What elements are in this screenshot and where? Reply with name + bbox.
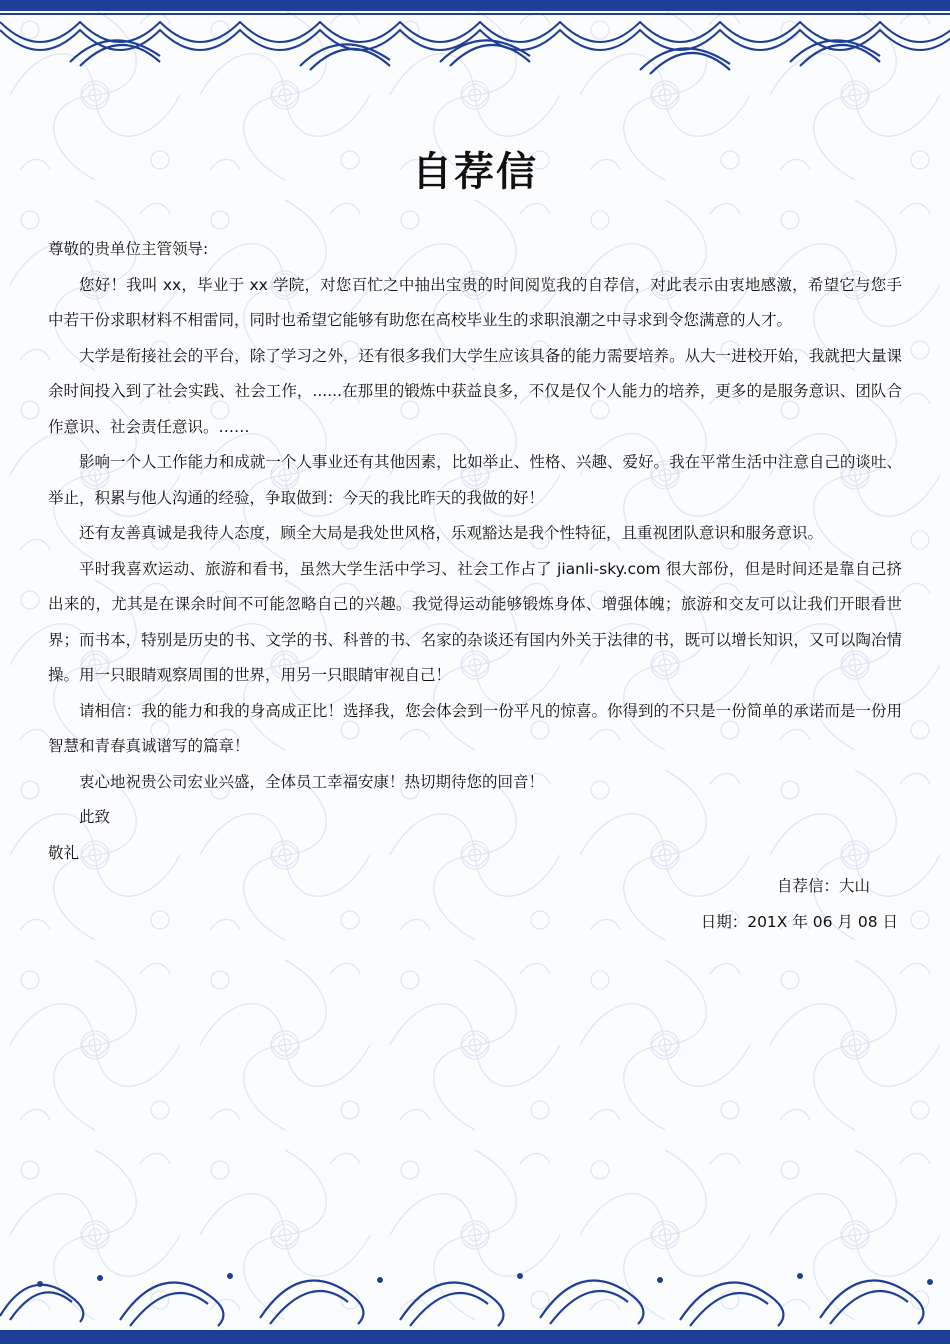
paragraph-character: 还有友善真诚是我待人态度，顾全大局是我处世风格，乐观豁达是我个性特征，且重视团队意识和服务意识。 bbox=[79, 524, 824, 542]
letter-body bbox=[48, 232, 902, 871]
closing: 此致 bbox=[79, 808, 111, 826]
signature-block bbox=[701, 869, 898, 940]
regards: 敬礼 bbox=[48, 843, 80, 862]
paragraph-abilities: 影响一个人工作能力和成就一个人事业还有其他因素，比如举止、性格、兴趣、爱好。我在平常生活中注意自己的谈吐、举止，积累与他人沟通的经验，争取做到：今天的我比昨天的我做的好！ bbox=[48, 453, 902, 507]
signature-date: 日期：201X 年 06 月 08 日 bbox=[700, 912, 898, 931]
bottom-wave-border bbox=[0, 1256, 950, 1344]
paragraph-greeting: 您好！我叫 xx，毕业于 xx 学院，对您百忙之中抽出宝贵的时间阅览我的自荐信，对此表示由衷地感激，希望它与您手中若干份求职材料不相雷同，同时也希望它能够有助您在高校毕业生的求职浪潮之中寻求到令您满意的人才。 bbox=[48, 275, 902, 329]
signature-name: 自荐信：大山 bbox=[776, 877, 870, 895]
top-wave-border bbox=[0, 0, 950, 80]
paragraph-university: 大学是衔接社会的平台，除了学习之外，还有很多我们大学生应该具备的能力需要培养。从大一进校开始，我就把大量课余时间投入到了社会实践、社会工作，......在那里的锻炼中获益良多，不仅是仅个人能力的培养，更多的是服务意识、团队合作意识、社会责任意识。…… bbox=[48, 346, 902, 436]
paragraph-believe: 请相信：我的能力和我的身高成正比！选择我，您会体会到一份平凡的惊喜。你得到的不只是一份简单的承诺而是一份用智慧和青春真诚谱写的篇章！ bbox=[48, 701, 902, 755]
page-title: 自荐信 bbox=[412, 149, 538, 195]
paragraph-wishes: 衷心地祝贵公司宏业兴盛，全体员工幸福安康！热切期待您的回音！ bbox=[79, 772, 545, 791]
paragraph-hobbies: 平时我喜欢运动、旅游和看书，虽然大学生活中学习、社会工作占了 jianli-sky.com 很大部份，但是时间还是靠自己挤出来的，尤其是在课余时间不可能忽略自己的兴趣。我觉得运动能够锻炼身体、增强体魄；旅游和交友可以让我们开眼看世界；而书本，特别是历史的书、文学的书、科普的书、名家的杂谈还有国内外关于法律的书，既可以增长知识，又可以陶冶情操。用一只眼睛观察周围的世界，用另一只眼睛审视自己！ bbox=[48, 559, 902, 684]
salutation: 尊敬的贵单位主管领导: bbox=[48, 240, 209, 258]
